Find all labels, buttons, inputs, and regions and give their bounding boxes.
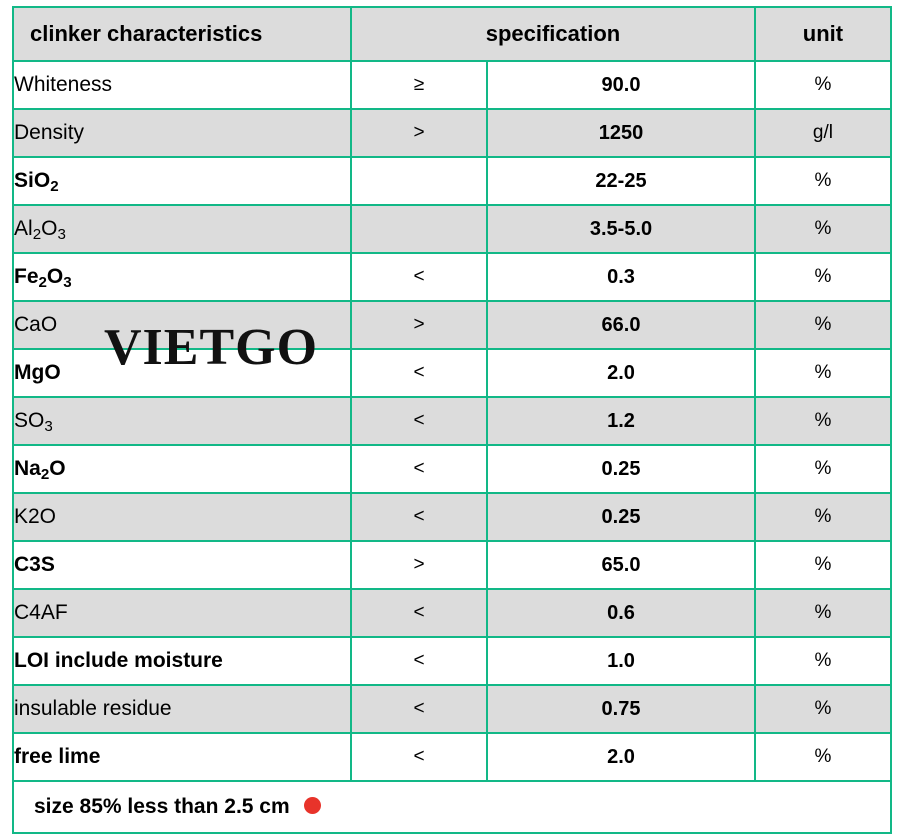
cell-characteristic: C4AF (13, 589, 351, 637)
cell-operator: > (351, 109, 487, 157)
cell-value: 0.25 (487, 493, 755, 541)
cell-operator: > (351, 541, 487, 589)
cell-value: 2.0 (487, 733, 755, 781)
table-row (13, 253, 891, 301)
footer-size-text: size 85% less than 2.5 cm (34, 795, 290, 818)
cell-operator: < (351, 493, 487, 541)
cell-unit: % (755, 397, 891, 445)
table-row (13, 349, 891, 397)
cell-operator: < (351, 589, 487, 637)
footer-size-note (13, 781, 891, 833)
cell-operator: < (351, 397, 487, 445)
cell-unit: % (755, 589, 891, 637)
table-body (13, 61, 891, 781)
cell-operator (351, 205, 487, 253)
cell-operator (351, 157, 487, 205)
cell-unit: % (755, 733, 891, 781)
cell-value: 0.3 (487, 253, 755, 301)
cell-value: 90.0 (487, 61, 755, 109)
cell-unit: % (755, 205, 891, 253)
table-row (13, 541, 891, 589)
cell-characteristic: $Al_2O_3$ (13, 205, 351, 253)
table-footer-row (13, 781, 891, 833)
table-row (13, 205, 891, 253)
cell-characteristic: Density (13, 109, 351, 157)
cell-characteristic: $Fe_2O_3$ (13, 253, 351, 301)
cell-characteristic: CaO (13, 301, 351, 349)
table-row (13, 397, 891, 445)
cell-unit: % (755, 253, 891, 301)
cell-operator: < (351, 637, 487, 685)
cell-characteristic: insulable residue (13, 685, 351, 733)
table-row (13, 589, 891, 637)
cell-value: 65.0 (487, 541, 755, 589)
cell-characteristic: LOI include moisture (13, 637, 351, 685)
column-header-characteristics: clinker characteristics (13, 7, 351, 61)
cell-value: 2.0 (487, 349, 755, 397)
cell-value: 22-25 (487, 157, 755, 205)
red-dot-icon (304, 797, 321, 814)
cell-value: 66.0 (487, 301, 755, 349)
column-header-specification: specification (351, 7, 755, 61)
cell-value: 0.75 (487, 685, 755, 733)
cell-characteristic: Whiteness (13, 61, 351, 109)
cell-unit: % (755, 493, 891, 541)
cell-value: 3.5-5.0 (487, 205, 755, 253)
table-row (13, 685, 891, 733)
cell-unit: % (755, 685, 891, 733)
watermark-vietgo: VIETGO (104, 319, 319, 376)
table-header-row (13, 7, 891, 61)
cell-unit: % (755, 157, 891, 205)
table-row (13, 157, 891, 205)
cell-operator: > (351, 301, 487, 349)
cell-characteristic: C3S (13, 541, 351, 589)
cell-characteristic: K2O (13, 493, 351, 541)
cell-characteristic: $Na_2O$ (13, 445, 351, 493)
table-row (13, 301, 891, 349)
cell-characteristic: MgO (13, 349, 351, 397)
clinker-specification-table (12, 6, 892, 834)
cell-operator: < (351, 733, 487, 781)
cell-operator: < (351, 253, 487, 301)
cell-unit: % (755, 61, 891, 109)
cell-unit: % (755, 349, 891, 397)
cell-value: 0.6 (487, 589, 755, 637)
cell-unit: % (755, 637, 891, 685)
cell-value: 1250 (487, 109, 755, 157)
table-row (13, 61, 891, 109)
cell-characteristic: free lime (13, 733, 351, 781)
cell-value: 0.25 (487, 445, 755, 493)
table-row (13, 637, 891, 685)
cell-unit: % (755, 445, 891, 493)
cell-operator: < (351, 349, 487, 397)
table-row (13, 109, 891, 157)
cell-unit: g/l (755, 109, 891, 157)
cell-unit: % (755, 541, 891, 589)
table-row (13, 445, 891, 493)
cell-value: 1.2 (487, 397, 755, 445)
cell-operator: < (351, 685, 487, 733)
cell-operator: ≥ (351, 61, 487, 109)
table-row (13, 733, 891, 781)
cell-operator: < (351, 445, 487, 493)
table-row (13, 493, 891, 541)
cell-unit: % (755, 301, 891, 349)
cell-characteristic: $SO_3$ (13, 397, 351, 445)
column-header-unit: unit (755, 7, 891, 61)
cell-characteristic: SiO$_2$ (13, 157, 351, 205)
cell-value: 1.0 (487, 637, 755, 685)
